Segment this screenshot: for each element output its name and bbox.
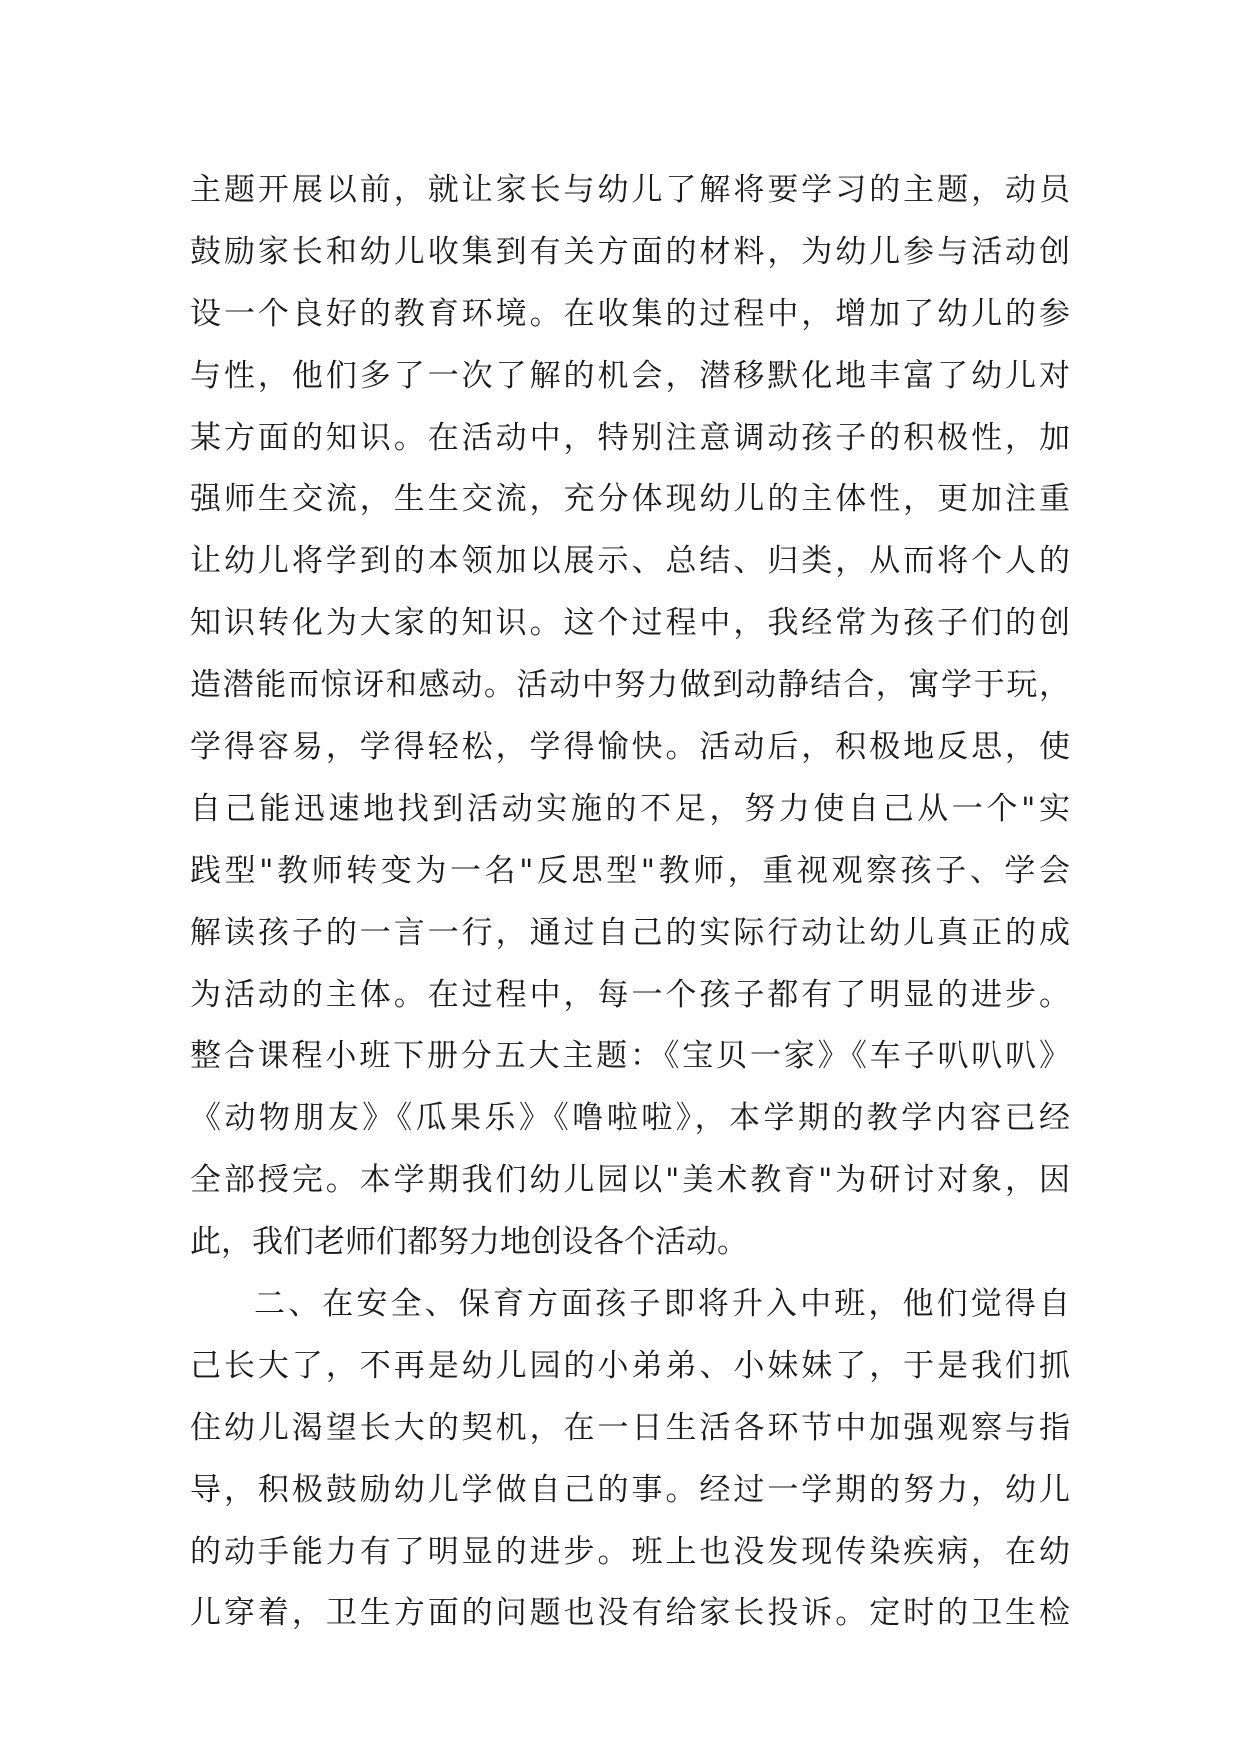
text-line: 鼓励家长和幼儿收集到有关方面的材料，为幼儿参与活动创 (190, 233, 1070, 270)
text-line: 二、在安全、保育方面孩子即将升入中班，他们觉得自 (254, 1286, 1070, 1323)
text-line: 全部授完。本学期我们幼儿园以"美术教育"为研讨对象，因 (190, 1162, 1070, 1199)
text-line: 践型"教师转变为一名"反思型"教师，重视观察孩子、学会 (190, 852, 1070, 889)
text-line: 儿穿着，卫生方面的问题也没有给家长投诉。定时的卫生检 (190, 1595, 1070, 1632)
text-line: 导，积极鼓励幼儿学做自己的事。经过一学期的努力，幼儿 (190, 1471, 1070, 1508)
text-line: 设一个良好的教育环境。在收集的过程中，增加了幼儿的参 (190, 295, 1070, 332)
text-line: 知识转化为大家的知识。这个过程中，我经常为孩子们的创 (190, 605, 1070, 642)
text-line: 为活动的主体。在过程中，每一个孩子都有了明显的进步。 (190, 976, 1070, 1013)
text-line: 主题开展以前，就让家长与幼儿了解将要学习的主题，动员 (190, 172, 1070, 208)
text-line: 住幼儿渴望长大的契机，在一日生活各环节中加强观察与指 (190, 1409, 1070, 1446)
text-line: 自己能迅速地找到活动实施的不足，努力使自己从一个"实 (190, 790, 1070, 827)
text-line: 整合课程小班下册分五大主题：《宝贝一家》《车子叭叭叭》 (190, 1038, 1070, 1075)
text-line: 让幼儿将学到的本领加以展示、总结、归类，从而将个人的 (190, 543, 1070, 580)
text-line: 与性，他们多了一次了解的机会，潜移默化地丰富了幼儿对 (190, 357, 1070, 394)
text-line: 的动手能力有了明显的进步。班上也没发现传染疾病，在幼 (190, 1533, 1070, 1570)
text-line: 解读孩子的一言一行，通过自己的实际行动让幼儿真正的成 (190, 914, 1070, 951)
text-line: 《动物朋友》《瓜果乐》《噜啦啦》，本学期的教学内容已经 (190, 1100, 1070, 1137)
text-line: 学得容易，学得轻松，学得愉快。活动后，积极地反思，使 (190, 729, 1070, 766)
document-body (190, 160, 1070, 1645)
text-line: 此，我们老师们都努力地创设各个活动。 (190, 1224, 748, 1261)
text-line: 造潜能而惊讶和感动。活动中努力做到动静结合，寓学于玩， (190, 667, 1070, 704)
text-line: 己长大了，不再是幼儿园的小弟弟、小妹妹了，于是我们抓 (190, 1347, 1070, 1384)
text-line: 某方面的知识。在活动中，特别注意调动孩子的积极性，加 (190, 419, 1070, 456)
text-line: 强师生交流，生生交流，充分体现幼儿的主体性，更加注重 (190, 481, 1070, 518)
